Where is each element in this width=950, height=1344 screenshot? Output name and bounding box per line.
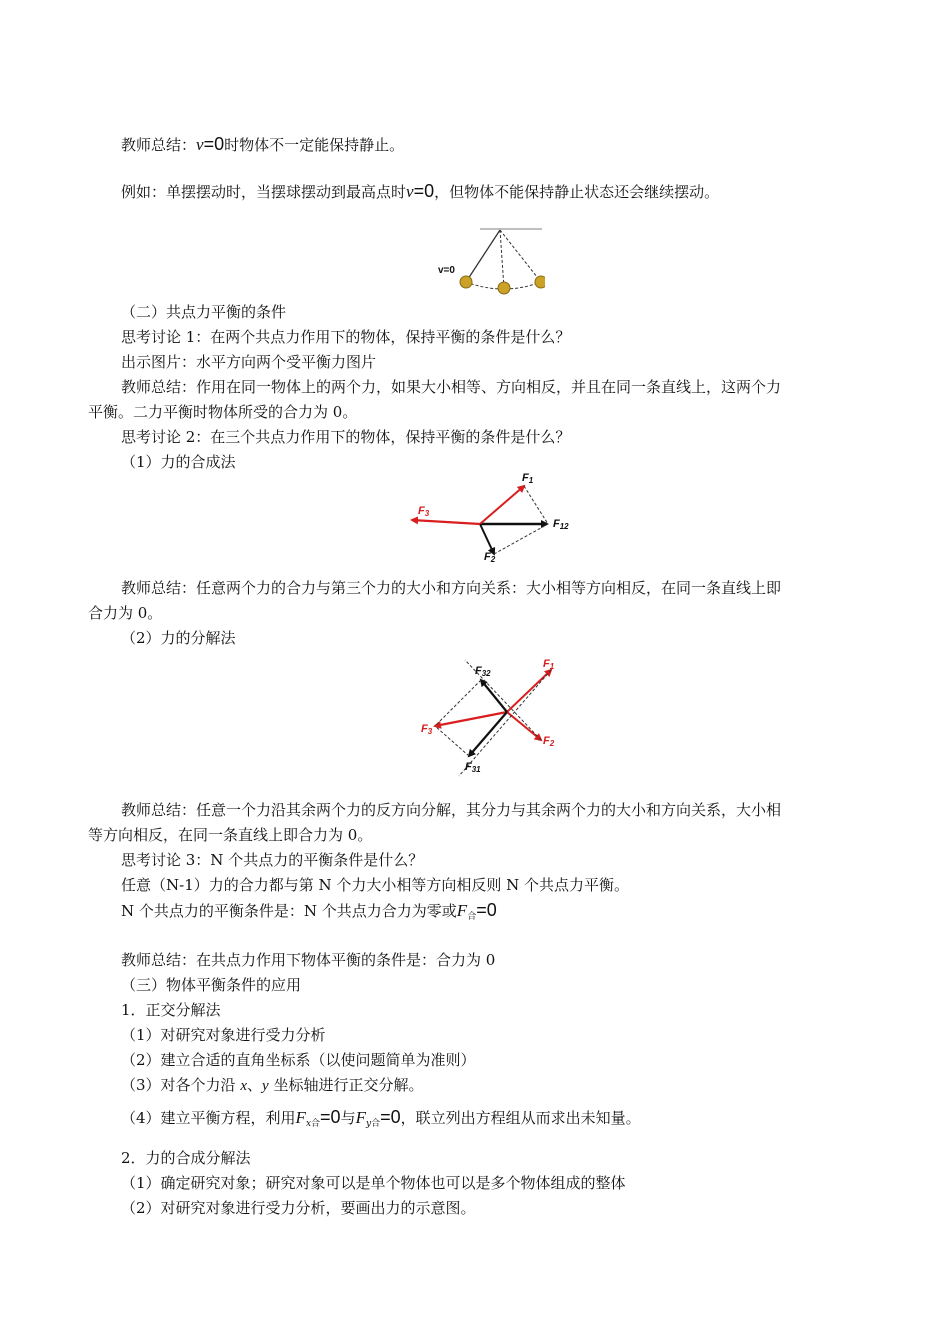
force-F1-arrow xyxy=(480,486,524,524)
label-F2: F2 xyxy=(543,735,555,748)
math-eq0: =0 xyxy=(476,900,497,920)
force-F3-arrow xyxy=(412,520,480,524)
step-2: （2）建立合适的直角坐标系（以使问题简单为准则） xyxy=(121,1051,476,1069)
math-y: y xyxy=(262,1078,269,1094)
math-subscript-he: 合 xyxy=(467,912,477,922)
summary-two-force-b: 平衡。二力平衡时物体所受的合力为 0。 xyxy=(88,403,358,421)
summary-composition-a: 教师总结：任意两个力的合力与第三个力的大小和方向关系：大小相等方向相反，在同一条直线上即 xyxy=(121,579,782,597)
summary-decomposition-a: 教师总结：任意一个力沿其余两个力的反方向分解，其分力与其余两个力的大小和方向关系，大小相 xyxy=(121,801,782,819)
label-F12: F12 xyxy=(553,518,569,531)
math-subscript-y: y xyxy=(365,1119,372,1129)
math-subscript-he: 合 xyxy=(371,1119,381,1129)
parallelogram-edge xyxy=(494,524,548,554)
math-F: F xyxy=(456,901,468,920)
text: 、 xyxy=(246,1076,262,1094)
discussion-3: 思考讨论 3：N 个共点力的平衡条件是什么？ xyxy=(121,851,424,869)
text: 时物体不一定能保持静止。 xyxy=(224,136,405,154)
discussion-1: 思考讨论 1：在两个共点力作用下的物体，保持平衡的条件是什么？ xyxy=(121,328,571,346)
section-heading-3: （三）物体平衡条件的应用 xyxy=(121,976,302,994)
math-x: x xyxy=(240,1078,247,1094)
summary-two-force-a: 教师总结：作用在同一物体上的两个力，如果大小相等、方向相反，并且在同一条直线上，这两个力 xyxy=(121,378,782,396)
math-eq0: =0 xyxy=(380,1107,401,1127)
label-F3: F3 xyxy=(421,723,433,736)
label-F32: F32 xyxy=(475,665,491,678)
section-heading-2: （二）共点力平衡的条件 xyxy=(121,303,287,321)
n-force-condition-line xyxy=(121,899,497,928)
force-F32-arrow xyxy=(481,680,507,712)
n-force-rule: 任意（N-1）力的合力都与第 N 个力大小相等方向相反则 N 个共点力平衡。 xyxy=(121,876,630,894)
text: （3）对各个力沿 xyxy=(121,1076,241,1094)
force-F2-arrow xyxy=(480,524,494,554)
summary-equilibrium: 教师总结：在共点力作用下物体平衡的条件是：合力为 0 xyxy=(121,951,496,969)
pendulum-string-mid xyxy=(500,230,504,288)
math-F: F xyxy=(295,1108,306,1127)
pendulum-ball-mid xyxy=(498,282,510,294)
label-F1: F1 xyxy=(522,472,534,485)
math-F: F xyxy=(355,1108,366,1127)
method-composition-decomposition: 2．力的合成分解法 xyxy=(121,1149,251,1167)
label-F31: F31 xyxy=(465,761,481,774)
label-F1: F1 xyxy=(543,658,555,671)
summary-v0-line xyxy=(121,133,404,156)
step-4 xyxy=(121,1106,641,1135)
text: 与 xyxy=(340,1109,356,1127)
pendulum-ball-right xyxy=(535,276,545,288)
method-decomposition: （2）力的分解法 xyxy=(121,629,236,647)
math-eq0: =0 xyxy=(320,1107,341,1127)
example-pendulum-line xyxy=(121,180,719,203)
text: N 个共点力的平衡条件是：N 个共点力合力为零或 xyxy=(121,902,457,920)
force-decomposition-figure xyxy=(415,652,575,777)
pendulum-ball-left xyxy=(460,276,472,288)
text: ，但物体不能保持静止状态还会继续摆动。 xyxy=(434,183,720,201)
method-orthogonal: 1．正交分解法 xyxy=(121,1001,221,1019)
pendulum-string-right xyxy=(500,230,541,282)
summary-decomposition-b: 等方向相反，在同一条直线上即合力为 0。 xyxy=(88,826,373,844)
math-eq0: =0 xyxy=(413,181,435,201)
text: 坐标轴进行正交分解。 xyxy=(268,1076,424,1094)
step-3 xyxy=(121,1074,423,1097)
label-F2: F2 xyxy=(484,551,496,564)
step-2-1: （1）确定研究对象；研究对象可以是单个物体也可以是多个物体组成的整体 xyxy=(121,1174,626,1192)
text: （4）建立平衡方程，利用 xyxy=(121,1109,296,1127)
parallelogram-edge xyxy=(524,486,548,524)
force-composition-figure xyxy=(400,470,590,565)
method-composition: （1）力的合成法 xyxy=(121,453,236,471)
discussion-2: 思考讨论 2：在三个共点力作用下的物体，保持平衡的条件是什么？ xyxy=(121,428,571,446)
step-1: （1）对研究对象进行受力分析 xyxy=(121,1026,326,1044)
math-subscript-x: x xyxy=(305,1119,312,1129)
math-subscript-he: 合 xyxy=(311,1119,321,1129)
math-eq0: =0 xyxy=(203,134,225,154)
text: 例如：单摆摆动时，当摆球摆动到最高点时 xyxy=(121,183,407,201)
dashed-extension xyxy=(459,670,551,776)
pendulum-v0-label: v=0 xyxy=(438,265,455,276)
text: ，联立列出方程组从而求出未知量。 xyxy=(400,1109,641,1127)
pendulum-string-left xyxy=(466,230,500,282)
text: 教师总结： xyxy=(121,136,197,154)
force-F2-arrow xyxy=(507,712,541,740)
label-F3: F3 xyxy=(418,505,430,518)
parallelogram-edge xyxy=(435,726,469,756)
summary-composition-b: 合力为 0。 xyxy=(88,604,163,622)
math-v: v xyxy=(406,182,414,201)
math-v: v xyxy=(196,135,204,154)
force-F1-arrow xyxy=(507,670,551,712)
pendulum-figure xyxy=(430,222,545,300)
show-picture-line: 出示图片：水平方向两个受平衡力图片 xyxy=(121,353,377,371)
step-2-2: （2）对研究对象进行受力分析，要画出力的示意图。 xyxy=(121,1199,476,1217)
